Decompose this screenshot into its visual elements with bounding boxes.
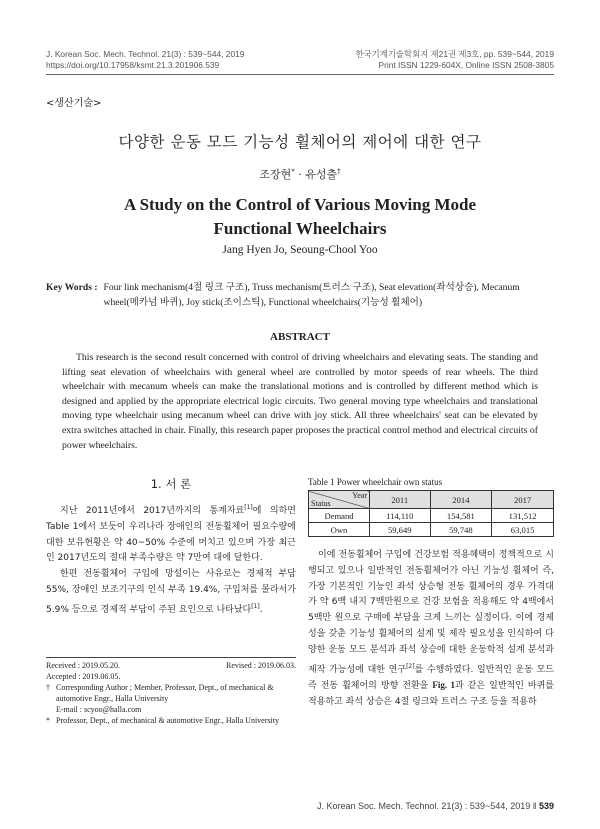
table-row [309,509,554,523]
title-english-line2: Functional Wheelchairs [213,219,387,238]
table-cell: 63,015 [492,523,554,537]
table-row-label: Own [309,523,370,537]
corner-status-label: Status [311,499,331,508]
coauthor-text: Professor, Dept., of mechanical & automotive Engr., Halla University [56,716,279,725]
issn-line: Print ISSN 1229-604X, Online ISSN 2508-3805 [378,60,554,70]
footer-separator: ‖ [530,801,539,811]
paragraph-1-text-b: 에 의하면 Table 1에서 보듯이 우리나라 장애인의 전동휠체어 필요수량에 대한 보유현황은 약 40~50% 수준에 머치고 있으며 가장 최근인 2017년도의 절대 부족수량은 약 7만여 대에 달한다. [46,506,296,564]
author-1-mark: * [291,167,295,176]
table-header-row [309,491,554,509]
title-english-line1: A Study on the Control of Various Moving Mode [123,195,476,214]
doi-link[interactable]: https://doi.org/10.17958/ksmt.21.3.201906.539 [46,60,220,70]
paragraph-1 [46,500,296,567]
table-cell: 59,748 [430,523,492,537]
received-revised-row [46,660,296,671]
abstract-heading: ABSTRACT [270,331,330,343]
email-line[interactable]: E-mail : scyoo@halla.com [56,705,142,714]
table-cell: 131,512 [492,509,554,523]
authors-korean [0,166,600,182]
table-corner-cell [309,491,370,509]
revised-date: Revised : 2019.06.03. [226,661,296,670]
citation-ref[interactable]: [1] [244,504,253,511]
paragraph-3-text-c: 과 같은 일반적인 바퀴를 적용하고 좌석 상승은 4절 링크와 트러스 구조 등을 적용하 [308,681,554,708]
corresponding-author-note [46,682,296,704]
journal-citation-ko: 한국기계기술학회지 제21권 제3호, pp. 539~544, 2019 [355,49,554,59]
article-category: <생산기술> [46,98,102,109]
paragraph-2-text-b: . [259,604,263,615]
citation-ref[interactable]: [2] [406,662,415,670]
author-1-ko: 조장현 [259,168,292,181]
table-1 [308,490,554,537]
table-cell: 59,649 [370,523,431,537]
footnotes [46,660,296,726]
corner-year-label: Year [352,491,367,500]
footnote-divider [46,657,296,658]
author-2-mark: † [337,167,341,176]
table-cell: 114,110 [370,509,431,523]
title-korean: 다양한 운동 모드 기능성 휠체어의 제어에 대한 연구 [118,133,482,151]
footer-citation: J. Korean Soc. Mech. Technol. 21(3) : 539~544, 2019 [317,801,531,811]
paragraph-2 [46,567,296,618]
received-date: Received : 2019.05.20. [46,661,120,670]
page-footer [317,801,554,811]
paragraph-3-text-b: 를 수행하였다. 일반적인 운동 모드 즉 전동 휠체어의 방향 전환을 [308,664,554,692]
page-number: 539 [538,801,554,811]
asterisk-mark: * [46,716,50,725]
keywords-text: Four link mechanism(4절 링크 구조), Truss mechanism(트러스 구조), Seat elevation(좌석상승), Mecanum wheel(메카넘 바퀴), Joy stick(조이스틱), Functional wheelchairs(기능성 휠체어) [103,282,520,308]
table-cell: 154,581 [430,509,492,523]
paragraph-1-text-a: 지난 2011년에서 2017년까지의 통계자료 [60,506,245,516]
table-row-label: Demand [309,509,370,523]
paragraph-3 [308,548,554,711]
paragraph-2-text-a: 한편 전동휠체어 구입에 망설이는 사유로는 경제적 부담 55%, 장애인 보조기구의 인식 부족 19.4%, 구입처를 몰라서가 5.9% 등으로 경제적 부담이 주된 요인으로 나타났다 [46,569,296,615]
table-header-cell: 2011 [370,491,431,509]
section-1-heading: 1. 서 론 [150,477,192,491]
keywords-block [46,280,554,310]
table-header-cell: 2014 [430,491,492,509]
table-header-cell: 2017 [492,491,554,509]
accepted-date: Accepted : 2019.06.05. [46,672,121,681]
corresponding-author-text: Corresponding Author ; Member, Professor, Dept., of mechanical & automotive Engr., Halla University [56,683,274,703]
keywords-label: Key Words : [46,282,98,293]
header-divider [46,74,554,75]
running-header-left [46,49,244,71]
right-column-body [308,548,554,711]
dagger-mark: † [46,683,50,692]
running-header-right [355,49,554,71]
figure-ref[interactable]: Fig. 1 [432,680,456,691]
author-separator: · [294,168,306,181]
left-column-body [46,500,296,619]
journal-citation: J. Korean Soc. Mech. Technol. 21(3) : 539~544, 2019 [46,49,245,59]
author-2-ko: 유성출 [305,168,338,181]
abstract-body [62,351,538,453]
paragraph-3-text-a: 이에 전동휠체어 구입에 건강보험 적용혜택이 정책적으로 시행되고 있으나 일반적인 전동휠체어가 아닌 기능성 휠체어 즉, 가장 기본적인 기능인 좌석 상승형 전동 휠체어의 경우 가격대가 약 6백 내지 7백만원으로 건강 보험을 적용해도 약 4백에서 5백만 원으로 구매에 부담을 크게 느끼는 실정이다. 이에 경제성을 갖춘 기능성 휠체어의 설계 및 제작 필요성을 인식하여 다양한 운동 모드 분석과 좌석 상승에 대한 운동학적 설계 분석과 제작 가능성에 대한 연구 [308,550,554,675]
abstract-text: This research is the second result concerned with control of driving wheelchairs and elevating seats. The standing and lifting seat elevation of wheelchairs with general wheel are controlled by motor speeds of rear wheels. The third wheelchair with mecanum wheels can make the translational motions and is controlled by different method which is designed and applied by the appropriate electrical logic circuits. Two general moving type wheelchairs and translational moving type wheelchair using mecanum wheel can drive with joy stick. All three wheelchairs' seat can be elevated by extra switches attached in chair. Finally, this research paper proposes the practical control method and electrical circuits of power wheelchairs. [62,352,538,451]
table-row [309,523,554,537]
title-english [0,193,600,241]
coauthor-note [46,715,296,726]
citation-ref[interactable]: [1] [251,602,260,610]
table-1-caption: Table 1 Power wheelchair own status [308,477,443,487]
authors-english: Jang Hyen Jo, Seoung-Chool Yoo [222,244,378,256]
